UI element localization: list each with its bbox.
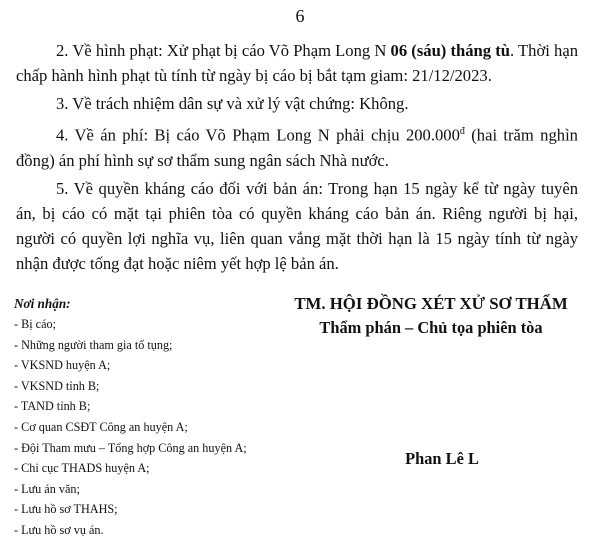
paragraph-appeal-rights: 5. Về quyền kháng cáo đối với bản án: Trong hạn 15 ngày kể từ ngày tuyên án, bị cáo có mặt tại phiên tòa có quyền kháng cáo bản án. Riêng người bị hại, người có quyền lợi nghĩa vụ, liên quan vắng mặt thời hạn là 15 ngày tính từ ngày nhận được tống đạt hoặc niêm yết hợp lệ bản án. (16, 178, 578, 273)
signature-organization: TM. HỘI ĐỒNG XÉT XỬ SƠ THẨM (294, 294, 568, 313)
paragraph-civil-liability: 3. Về trách nhiệm dân sự và xử lý vật chứng: Không. (56, 94, 409, 113)
recipient-item: - Lưu án văn; (14, 481, 80, 496)
recipient-item: - Những người tham gia tố tụng; (14, 337, 173, 352)
recipient-item: - VKSND tỉnh B; (14, 378, 100, 393)
signature-block (262, 292, 600, 471)
recipients-block (14, 294, 269, 541)
signature-role: Thẩm phán – Chủ tọa phiên tòa (319, 318, 543, 337)
fees-prefix: 4. Về án phí: Bị cáo Võ Phạm Long N phải chịu 200.000 (56, 125, 460, 145)
recipient-item: - Lưu hồ sơ vụ án. (14, 522, 104, 537)
recipient-item: - Cơ quan CSĐT Công an huyện A; (14, 419, 188, 434)
recipient-item: - Chi cục THADS huyện A; (14, 461, 150, 476)
paragraph-court-fees (16, 119, 578, 173)
recipients-list (14, 314, 269, 541)
recipient-item: - Đội Tham mưu – Tổng hợp Công an huyện A; (14, 440, 247, 455)
currency-superscript: đ (459, 126, 465, 137)
paragraph-penalty (16, 38, 578, 88)
signature-name: Phan Lê L (405, 449, 479, 468)
recipient-item: - Lưu hồ sơ THAHS; (14, 502, 118, 517)
verdict-body (16, 38, 578, 279)
penalty-term: 06 (sáu) tháng tù (390, 41, 511, 60)
recipient-item: - TAND tỉnh B; (14, 399, 91, 414)
page-number: 6 (295, 6, 305, 26)
fees-suffix: (hai trăm nghìn đồng) án phí hình sự sơ thẩm sung ngân sách Nhà nước. (16, 125, 578, 170)
penalty-suffix: . Thời hạn chấp hành hình phạt tù tính từ ngày bị cáo bị bắt tạm giam: 21/12/2023. (16, 41, 578, 85)
recipient-item: - Bị cáo; (14, 317, 56, 331)
recipient-item: - VKSND huyện A; (14, 358, 111, 373)
penalty-prefix: 2. Về hình phạt: Xử phạt bị cáo Võ Phạm Long N (56, 41, 391, 60)
recipients-title: Nơi nhận: (14, 296, 71, 311)
